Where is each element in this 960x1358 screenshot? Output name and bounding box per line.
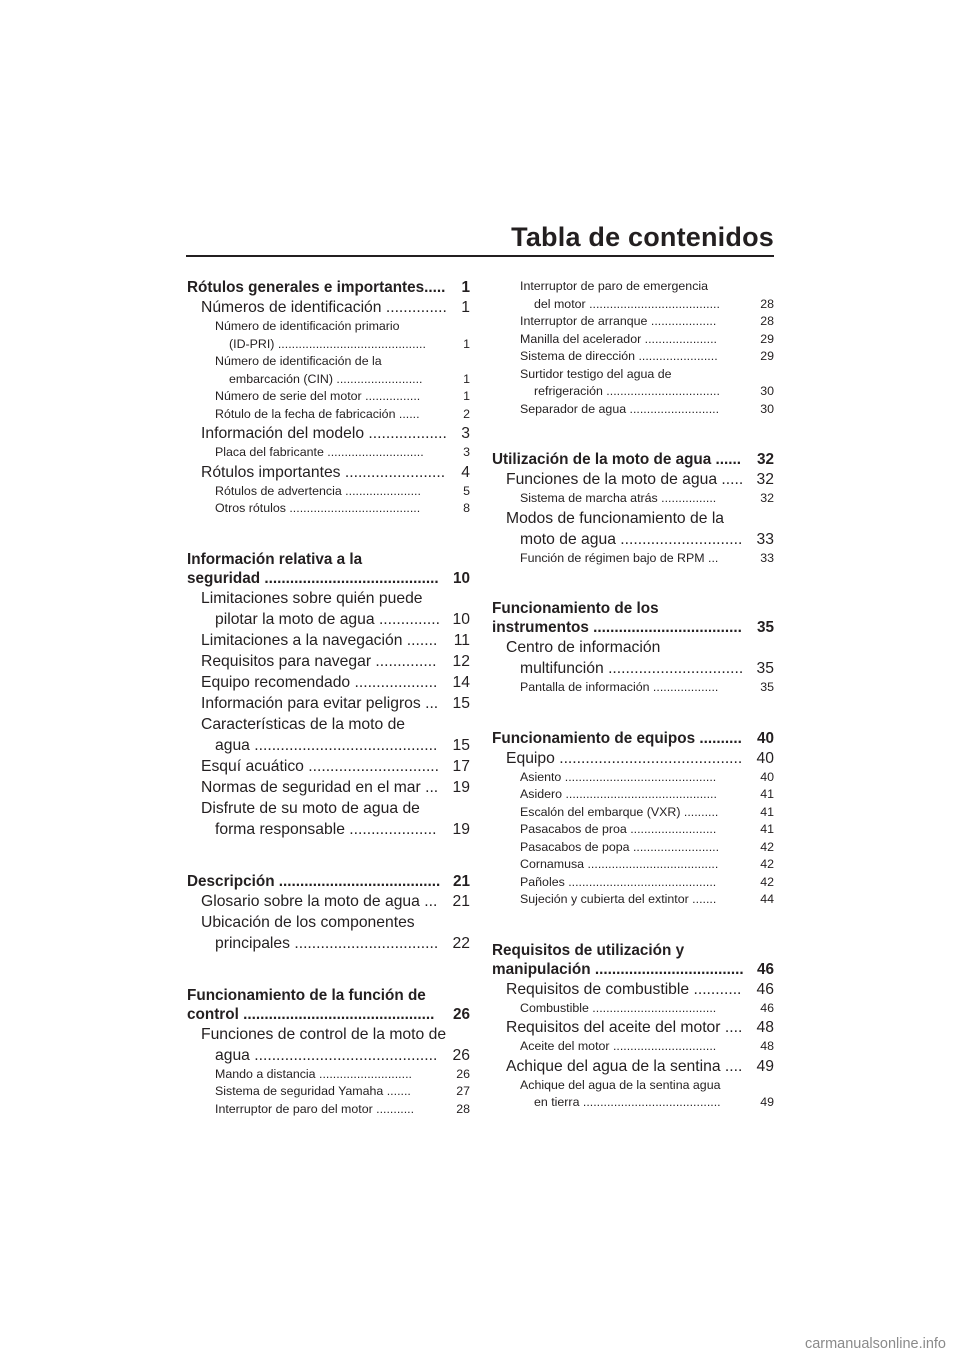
toc-entry-level-3[interactable] bbox=[492, 679, 774, 697]
toc-entry-level-3[interactable] bbox=[492, 348, 774, 366]
toc-page-number: 40 bbox=[756, 729, 774, 747]
toc-entry-text: Escalón del embarque (VXR) .......... 41 bbox=[520, 804, 774, 822]
toc-entry-level-3[interactable] bbox=[187, 483, 470, 501]
toc-entry-text: Sistema de marcha atrás ................ 32 bbox=[520, 490, 774, 508]
toc-page-number: 42 bbox=[760, 874, 774, 889]
toc-entry-text: Otros rótulos ...................................... 8 bbox=[215, 500, 470, 518]
toc-entry-text: Equipo .......................................... 40 bbox=[506, 749, 774, 767]
toc-entry-level-2[interactable] bbox=[187, 693, 470, 714]
toc-entry-text: refrigeración ................................. 30 bbox=[520, 383, 774, 401]
toc-page-number: 28 bbox=[760, 314, 774, 328]
toc-entry-text: Interruptor de paro del motor ........... 28 bbox=[215, 1101, 470, 1119]
toc-entry-text-line: Funcionamiento de la función de bbox=[187, 986, 426, 1004]
toc-entry-text: Equipo recomendado ................... 14 bbox=[201, 673, 470, 691]
toc-page-number: 32 bbox=[756, 471, 774, 488]
toc-page-number: 2 bbox=[463, 406, 470, 421]
toc-entry-level-1[interactable] bbox=[492, 729, 774, 748]
toc-entry-level-2[interactable] bbox=[187, 423, 470, 444]
toc-page-number: 46 bbox=[760, 1000, 774, 1015]
toc-entry-level-2[interactable] bbox=[492, 469, 774, 490]
toc-entry-level-3[interactable] bbox=[492, 366, 774, 401]
toc-page-number: 41 bbox=[760, 804, 774, 819]
toc-entry-level-2[interactable] bbox=[187, 798, 470, 840]
toc-page-number: 19 bbox=[452, 820, 470, 838]
toc-entry-level-3[interactable] bbox=[492, 786, 774, 804]
toc-entry-level-1[interactable] bbox=[187, 872, 470, 891]
section-gap bbox=[492, 418, 774, 450]
toc-entry-text: forma responsable .................... 19 bbox=[215, 820, 470, 838]
toc-page-number: 48 bbox=[760, 1039, 774, 1053]
toc-entry-text-line: Número de identificación primario bbox=[215, 319, 400, 333]
toc-entry-text-line: Interruptor de paro de emergencia bbox=[520, 279, 709, 293]
toc-column-left bbox=[187, 278, 470, 1118]
toc-entry-level-3[interactable] bbox=[187, 1066, 470, 1084]
page-title: Tabla de contenidos bbox=[511, 222, 774, 252]
toc-page-number: 27 bbox=[456, 1084, 470, 1098]
toc-entry-text: Pantalla de información ................... 35 bbox=[520, 679, 774, 697]
section-gap bbox=[492, 909, 774, 941]
toc-page-number: 5 bbox=[463, 483, 470, 498]
toc-entry-text: Asiento ............................................ 40 bbox=[520, 769, 774, 787]
toc-entry-text-line: Disfrute de su moto de agua de bbox=[201, 799, 420, 817]
toc-entry-level-2[interactable] bbox=[187, 462, 470, 483]
toc-page-number: 40 bbox=[760, 769, 774, 784]
toc-page-number: 29 bbox=[760, 349, 774, 363]
toc-entry-level-2[interactable] bbox=[187, 672, 470, 693]
toc-page-number: 49 bbox=[760, 1095, 774, 1109]
toc-page-number: 30 bbox=[760, 384, 774, 398]
section-gap bbox=[492, 697, 774, 729]
toc-entry-text-line: Centro de información bbox=[506, 639, 661, 656]
toc-entry-level-1[interactable] bbox=[187, 550, 470, 588]
toc-entry-text: Pasacabos de popa ......................... 42 bbox=[520, 839, 774, 857]
toc-page-number: 41 bbox=[760, 822, 774, 836]
toc-page-number: 11 bbox=[453, 631, 470, 649]
toc-page-number: 12 bbox=[452, 652, 470, 670]
toc-page-number: 49 bbox=[756, 1057, 774, 1075]
toc-entry-text: Esquí acuático .............................. 17 bbox=[201, 757, 470, 775]
toc-page-number: 1 bbox=[463, 336, 470, 351]
toc-entry-text: multifunción ............................... 35 bbox=[520, 660, 774, 677]
toc-entry-level-3[interactable] bbox=[492, 490, 774, 508]
toc-page-number: 1 bbox=[461, 279, 470, 296]
toc-entry-text: instrumentos ................................... 35 bbox=[492, 619, 774, 636]
toc-entry-text-line: Surtidor testigo del agua de bbox=[520, 366, 672, 381]
toc-entry-text: Separador de agua .......................... 30 bbox=[520, 401, 774, 419]
toc-entry-text: Descripción ...................................... 21 bbox=[187, 872, 470, 890]
toc-page-number: 35 bbox=[760, 680, 774, 694]
toc-entry-text: Achique del agua de la sentina .... 49 bbox=[506, 1057, 774, 1075]
toc-entry-text: pilotar la moto de agua .............. 10 bbox=[215, 610, 470, 628]
toc-entry-text: moto de agua ............................ 33 bbox=[520, 530, 774, 548]
toc-entry-level-2[interactable] bbox=[187, 912, 470, 954]
toc-entry-level-3[interactable] bbox=[492, 839, 774, 857]
toc-entry-text-line: Información relativa a la bbox=[187, 550, 363, 568]
toc-entry-level-2[interactable] bbox=[187, 297, 470, 318]
toc-entry-text-line: Modos de funcionamiento de la bbox=[506, 509, 725, 527]
toc-page-number: 15 bbox=[452, 694, 470, 712]
toc-entry-text: Manilla del acelerador ..................... 29 bbox=[520, 331, 774, 349]
toc-page-number: 42 bbox=[760, 857, 774, 871]
toc-entry-text: Rótulos de advertencia ...................... 5 bbox=[215, 483, 470, 501]
toc-page-number: 4 bbox=[461, 463, 470, 481]
toc-entry-level-3[interactable] bbox=[492, 331, 774, 349]
toc-entry-text: Rótulos generales e importantes..... 1 bbox=[187, 279, 470, 296]
toc-page-number: 15 bbox=[452, 736, 470, 754]
toc-page-number: 21 bbox=[452, 872, 470, 890]
toc-entry-text: Glosario sobre la moto de agua ... 21 bbox=[201, 892, 470, 910]
toc-entry-level-2[interactable] bbox=[187, 651, 470, 672]
toc-entry-text-line: Funciones de control de la moto de bbox=[201, 1025, 447, 1043]
toc-entry-text: Aceite del motor .............................. 48 bbox=[520, 1038, 774, 1056]
toc-page-number: 17 bbox=[452, 757, 470, 775]
toc-entry-text: control ............................................. 26 bbox=[187, 1005, 470, 1023]
toc-entry-level-2[interactable] bbox=[187, 1024, 470, 1066]
toc-entry-text: manipulación ................................... 46 bbox=[492, 960, 774, 978]
toc-page-number: 8 bbox=[463, 501, 470, 515]
toc-entry-level-2[interactable] bbox=[187, 630, 470, 651]
toc-page-number: 1 bbox=[463, 371, 470, 386]
toc-entry-level-1[interactable] bbox=[492, 450, 774, 469]
toc-entry-text: Cornamusa ...................................... 42 bbox=[520, 856, 774, 874]
toc-entry-text: Función de régimen bajo de RPM ... 33 bbox=[520, 550, 774, 568]
toc-page-number: 26 bbox=[452, 1005, 470, 1023]
toc-entry-text: Pañoles ........................................... 42 bbox=[520, 874, 774, 892]
toc-entry-level-2[interactable] bbox=[187, 777, 470, 798]
toc-entry-text: Rótulos importantes ....................... 4 bbox=[201, 463, 470, 481]
toc-page-number: 41 bbox=[760, 787, 774, 801]
toc-entry-text: seguridad ......................................... 10 bbox=[187, 569, 470, 587]
section-gap bbox=[187, 840, 470, 872]
toc-page-number: 21 bbox=[452, 892, 470, 910]
toc-entry-text: Requisitos del aceite del motor .... 48 bbox=[506, 1019, 774, 1036]
toc-entry-text: Sujeción y cubierta del extintor ....... 44 bbox=[520, 891, 774, 909]
toc-entry-text: agua .......................................... 26 bbox=[215, 1046, 470, 1064]
toc-page-number: 42 bbox=[760, 839, 774, 854]
toc-page-number: 32 bbox=[756, 451, 774, 468]
toc-entry-level-3[interactable] bbox=[187, 406, 470, 424]
toc-entry-level-3[interactable] bbox=[187, 500, 470, 518]
toc-page-number: 19 bbox=[452, 778, 470, 796]
toc-entry-level-3[interactable] bbox=[492, 401, 774, 419]
toc-entry-level-3[interactable] bbox=[492, 278, 774, 313]
toc-page-number: 22 bbox=[452, 934, 470, 952]
toc-entry-level-1[interactable] bbox=[492, 599, 774, 637]
toc-entry-text: Sistema de seguridad Yamaha ....... 27 bbox=[215, 1083, 470, 1101]
toc-entry-level-3[interactable] bbox=[492, 550, 774, 568]
toc-page-number: 28 bbox=[760, 296, 774, 311]
toc-entry-level-2[interactable] bbox=[492, 1017, 774, 1038]
toc-entry-level-2[interactable] bbox=[492, 748, 774, 769]
toc-entry-level-1[interactable] bbox=[492, 941, 774, 979]
toc-entry-text-line: Número de identificación de la bbox=[215, 354, 382, 368]
toc-entry-text: (ID-PRI) ........................................... 1 bbox=[215, 336, 470, 354]
toc-entry-text: Información para evitar peligros ... 15 bbox=[201, 694, 470, 712]
toc-entry-level-2[interactable] bbox=[187, 714, 470, 756]
toc-entry-level-2[interactable] bbox=[187, 588, 470, 630]
toc-entry-level-3[interactable] bbox=[187, 1083, 470, 1101]
toc-page-number: 26 bbox=[452, 1046, 470, 1064]
toc-entry-level-3[interactable] bbox=[492, 821, 774, 839]
toc-entry-level-3[interactable] bbox=[492, 1038, 774, 1056]
toc-entry-level-3[interactable] bbox=[492, 769, 774, 787]
toc-entry-text: Números de identificación .............. 1 bbox=[201, 299, 470, 316]
toc-entry-text: Combustible .................................... 46 bbox=[520, 1000, 774, 1018]
toc-page-number: 1 bbox=[461, 299, 470, 316]
toc-entry-text: Sistema de dirección ....................... 29 bbox=[520, 348, 774, 366]
toc-entry-text: del motor ...................................... 28 bbox=[520, 296, 774, 314]
toc-entry-text: Información del modelo .................. 3 bbox=[201, 425, 470, 442]
toc-page-number: 40 bbox=[756, 749, 774, 767]
toc-entry-text-line: Requisitos de utilización y bbox=[492, 941, 685, 959]
toc-page-number: 1 bbox=[463, 389, 470, 403]
toc-entry-level-2[interactable] bbox=[492, 637, 774, 679]
toc-entry-level-3[interactable] bbox=[492, 891, 774, 909]
toc-entry-text: agua .......................................... 15 bbox=[215, 736, 470, 754]
toc-entry-text: embarcación (CIN) ......................... 1 bbox=[215, 371, 470, 389]
toc-entry-level-2[interactable] bbox=[187, 756, 470, 777]
toc-entry-text: Requisitos para navegar .............. 12 bbox=[201, 652, 470, 670]
toc-column-right bbox=[492, 278, 774, 1112]
toc-entry-level-2[interactable] bbox=[492, 508, 774, 550]
toc-entry-text: Número de serie del motor ................ 1 bbox=[215, 388, 470, 406]
toc-entry-text: Asidero ............................................ 41 bbox=[520, 786, 774, 804]
toc-page-number: 33 bbox=[760, 550, 774, 565]
toc-entry-text: Utilización de la moto de agua ...... 32 bbox=[492, 451, 774, 468]
toc-entry-text-line: Características de la moto de bbox=[201, 715, 406, 733]
toc-entry-text: Placa del fabricante ............................ 3 bbox=[215, 444, 470, 462]
toc-page-number: 35 bbox=[756, 619, 774, 636]
toc-page-number: 48 bbox=[756, 1019, 774, 1036]
toc-entry-level-3[interactable] bbox=[492, 874, 774, 892]
toc-page-number: 10 bbox=[452, 569, 470, 587]
toc-entry-text: Rótulo de la fecha de fabricación ...... 2 bbox=[215, 406, 470, 424]
toc-entry-text: Requisitos de combustible ........... 46 bbox=[506, 980, 774, 998]
toc-entry-text: Pasacabos de proa ......................... 41 bbox=[520, 821, 774, 839]
toc-page-number: 29 bbox=[760, 331, 774, 346]
toc-page-number: 3 bbox=[463, 445, 470, 459]
toc-page-number: 14 bbox=[452, 673, 470, 691]
toc-entry-text: Funciones de la moto de agua ..... 32 bbox=[506, 471, 774, 488]
toc-entry-text: en tierra ........................................ 49 bbox=[520, 1094, 774, 1112]
toc-entry-level-3[interactable] bbox=[492, 1077, 774, 1112]
toc-entry-text-line: Funcionamiento de los bbox=[492, 600, 659, 617]
toc-page-number: 30 bbox=[760, 401, 774, 416]
toc-entry-text: Normas de seguridad en el mar ... 19 bbox=[201, 778, 470, 796]
toc-page-number: 35 bbox=[756, 660, 774, 677]
toc-entry-text-line: Achique del agua de la sentina agua bbox=[520, 1077, 721, 1092]
toc-page-number: 10 bbox=[452, 610, 470, 628]
toc-entry-text: Interruptor de arranque ................... 28 bbox=[520, 313, 774, 331]
toc-entry-text-line: Limitaciones sobre quién puede bbox=[201, 589, 423, 607]
toc-entry-level-3[interactable] bbox=[492, 804, 774, 822]
toc-entry-level-3[interactable] bbox=[187, 353, 470, 388]
toc-page-number: 28 bbox=[456, 1101, 470, 1116]
section-gap bbox=[187, 954, 470, 986]
toc-entry-level-2[interactable] bbox=[187, 891, 470, 912]
toc-entry-level-2[interactable] bbox=[492, 979, 774, 1000]
title-divider bbox=[186, 255, 774, 257]
toc-page-number: 46 bbox=[756, 980, 774, 998]
toc-entry-level-3[interactable] bbox=[492, 856, 774, 874]
toc-entry-level-1[interactable] bbox=[187, 278, 470, 297]
toc-page-number: 44 bbox=[760, 892, 774, 906]
toc-entry-level-3[interactable] bbox=[187, 1101, 470, 1119]
section-gap bbox=[187, 518, 470, 550]
toc-entry-level-3[interactable] bbox=[187, 444, 470, 462]
toc-entry-level-1[interactable] bbox=[187, 986, 470, 1024]
toc-page-number: 26 bbox=[456, 1066, 470, 1081]
toc-entry-level-3[interactable] bbox=[492, 313, 774, 331]
toc-page-number: 46 bbox=[756, 960, 774, 978]
toc-entry-level-2[interactable] bbox=[492, 1056, 774, 1077]
toc-entry-text: Limitaciones a la navegación ....... 11 bbox=[201, 631, 470, 649]
toc-entry-text-line: Ubicación de los componentes bbox=[201, 913, 415, 931]
section-gap bbox=[492, 567, 774, 599]
toc-entry-text: Funcionamiento de equipos .......... 40 bbox=[492, 729, 774, 747]
toc-entry-level-3[interactable] bbox=[492, 1000, 774, 1018]
watermark: carmanualsonline.info bbox=[804, 1336, 946, 1352]
toc-page-number: 3 bbox=[461, 425, 470, 442]
toc-entry-text: Mando a distancia ........................... 26 bbox=[215, 1066, 470, 1084]
toc-entry-text: principales ................................. 22 bbox=[215, 934, 470, 952]
toc-entry-level-3[interactable] bbox=[187, 388, 470, 406]
toc-page-number: 33 bbox=[756, 530, 774, 548]
toc-page-number: 32 bbox=[760, 491, 774, 505]
toc-entry-level-3[interactable] bbox=[187, 318, 470, 353]
